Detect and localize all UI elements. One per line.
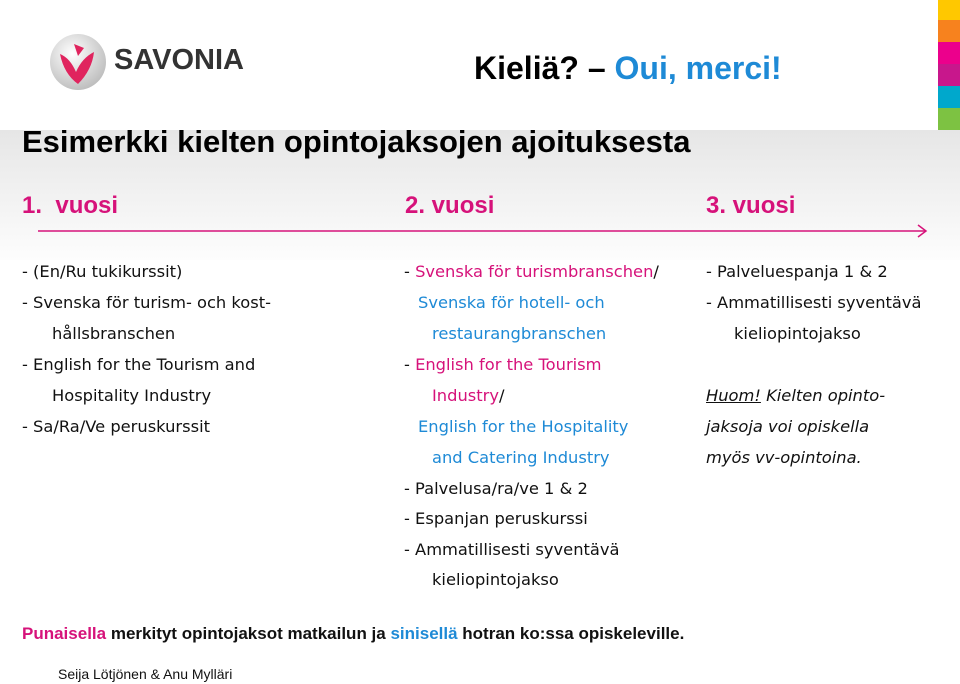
- color-legend: Punaisella merkityt opintojaksot matkailun ja sinisellä hotran ko:ssa opiskeleville.: [22, 624, 685, 643]
- logo-icon: [48, 32, 108, 92]
- year-1: 1. vuosi: [22, 192, 119, 219]
- list-item: and Catering Industry: [432, 448, 610, 467]
- list-item: - Ammatillisesti syventävä: [404, 540, 620, 559]
- list-item: - Svenska för turism- och kost-: [22, 293, 271, 312]
- savonia-logo: [48, 32, 244, 96]
- list-item: - Svenska för turismbranschen/: [404, 262, 659, 281]
- list-item: English for the Hospitality: [418, 417, 629, 436]
- header-title: [474, 50, 782, 87]
- note: myös vv-opintoina.: [706, 448, 862, 467]
- list-item: restaurangbranschen: [432, 324, 607, 343]
- list-item: - Ammatillisesti syventävä: [706, 293, 922, 312]
- list-item: kieliopintojakso: [432, 570, 559, 589]
- list-item: Industry/: [432, 386, 505, 405]
- list-item: - Palvelusa/ra/ve 1 & 2: [404, 479, 588, 498]
- list-item: Svenska för hotell- och: [418, 293, 605, 312]
- list-item: kieliopintojakso: [734, 324, 861, 343]
- header-title-black: Kieliä? –: [474, 50, 615, 86]
- list-item: - Palveluespanja 1 & 2: [706, 262, 888, 281]
- header-title-blue: Oui, merci!: [614, 50, 782, 86]
- note: jaksoja voi opiskella: [706, 417, 870, 436]
- list-item: hållsbranschen: [52, 324, 176, 343]
- list-item: Hospitality Industry: [52, 386, 212, 405]
- list-item: - Sa/Ra/Ve peruskurssit: [22, 417, 210, 436]
- year-3: 3. vuosi: [706, 192, 796, 219]
- logo-text: SAVONIA: [114, 44, 244, 76]
- list-item: - Espanjan peruskurssi: [404, 509, 588, 528]
- list-item: - (En/Ru tukikurssit): [22, 262, 183, 281]
- page-title: Esimerkki kielten opintojaksojen ajoituksesta: [22, 124, 691, 159]
- timeline-arrow: [38, 224, 930, 238]
- list-item: - English for the Tourism: [404, 355, 602, 374]
- list-item: - English for the Tourism and: [22, 355, 256, 374]
- year-2: 2. vuosi: [405, 192, 495, 219]
- note: Huom! Kielten opinto-: [706, 386, 886, 405]
- footer-authors: Seija Lötjönen & Anu Mylläri: [58, 666, 233, 682]
